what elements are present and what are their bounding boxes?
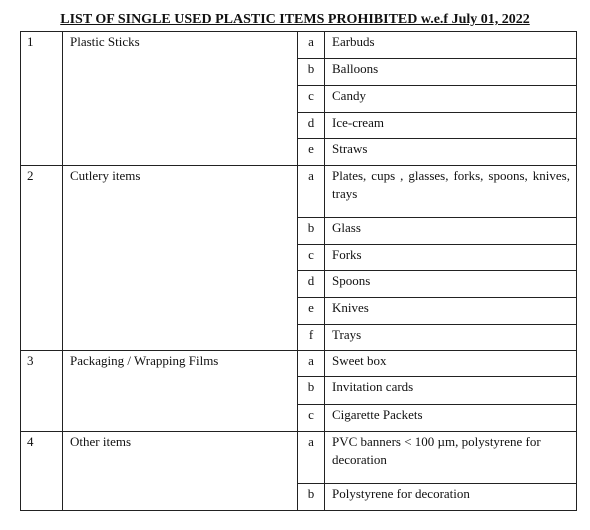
item-letter: d — [298, 271, 325, 298]
item-letter: d — [298, 113, 325, 139]
table-row — [21, 32, 577, 59]
item-text: Ice-cream — [325, 113, 577, 139]
item-letter: f — [298, 325, 325, 351]
group-number: 2 — [21, 166, 63, 351]
item-text: Cigarette Packets — [325, 405, 577, 432]
item-letter: a — [298, 166, 325, 218]
item-letter: a — [298, 32, 325, 59]
table-row — [21, 351, 577, 377]
item-text: PVC banners < 100 µm, polystyrene for decoration — [325, 432, 577, 484]
table-row — [21, 432, 577, 484]
item-text: Earbuds — [325, 32, 577, 59]
item-text: Knives — [325, 298, 577, 325]
prohibited-items-table — [20, 31, 577, 511]
item-text: Glass — [325, 218, 577, 245]
group-number: 4 — [21, 432, 63, 511]
item-text: Straws — [325, 139, 577, 166]
item-text: Trays — [325, 325, 577, 351]
group-number: 3 — [21, 351, 63, 432]
item-letter: e — [298, 298, 325, 325]
item-letter: b — [298, 484, 325, 511]
item-letter: a — [298, 351, 325, 377]
item-letter: c — [298, 86, 325, 113]
item-text: Sweet box — [325, 351, 577, 377]
table-row — [21, 166, 577, 218]
item-letter: a — [298, 432, 325, 484]
item-text: Invitation cards — [325, 377, 577, 405]
group-category: Plastic Sticks — [63, 32, 298, 166]
item-text: Polystyrene for decoration — [325, 484, 577, 511]
item-letter: b — [298, 59, 325, 86]
item-text: Candy — [325, 86, 577, 113]
item-text: Balloons — [325, 59, 577, 86]
item-text: Forks — [325, 245, 577, 271]
item-letter: c — [298, 245, 325, 271]
page-title: LIST OF SINGLE USED PLASTIC ITEMS PROHIBITED w.e.f July 01, 2022 — [60, 12, 530, 27]
group-category: Other items — [63, 432, 298, 511]
group-category: Cutlery items — [63, 166, 298, 351]
item-letter: e — [298, 139, 325, 166]
item-letter: b — [298, 218, 325, 245]
item-letter: c — [298, 405, 325, 432]
group-number: 1 — [21, 32, 63, 166]
item-text: Plates, cups , glasses, forks, spoons, knives, trays — [325, 166, 577, 218]
item-text: Spoons — [325, 271, 577, 298]
group-category: Packaging / Wrapping Films — [63, 351, 298, 432]
item-letter: b — [298, 377, 325, 405]
